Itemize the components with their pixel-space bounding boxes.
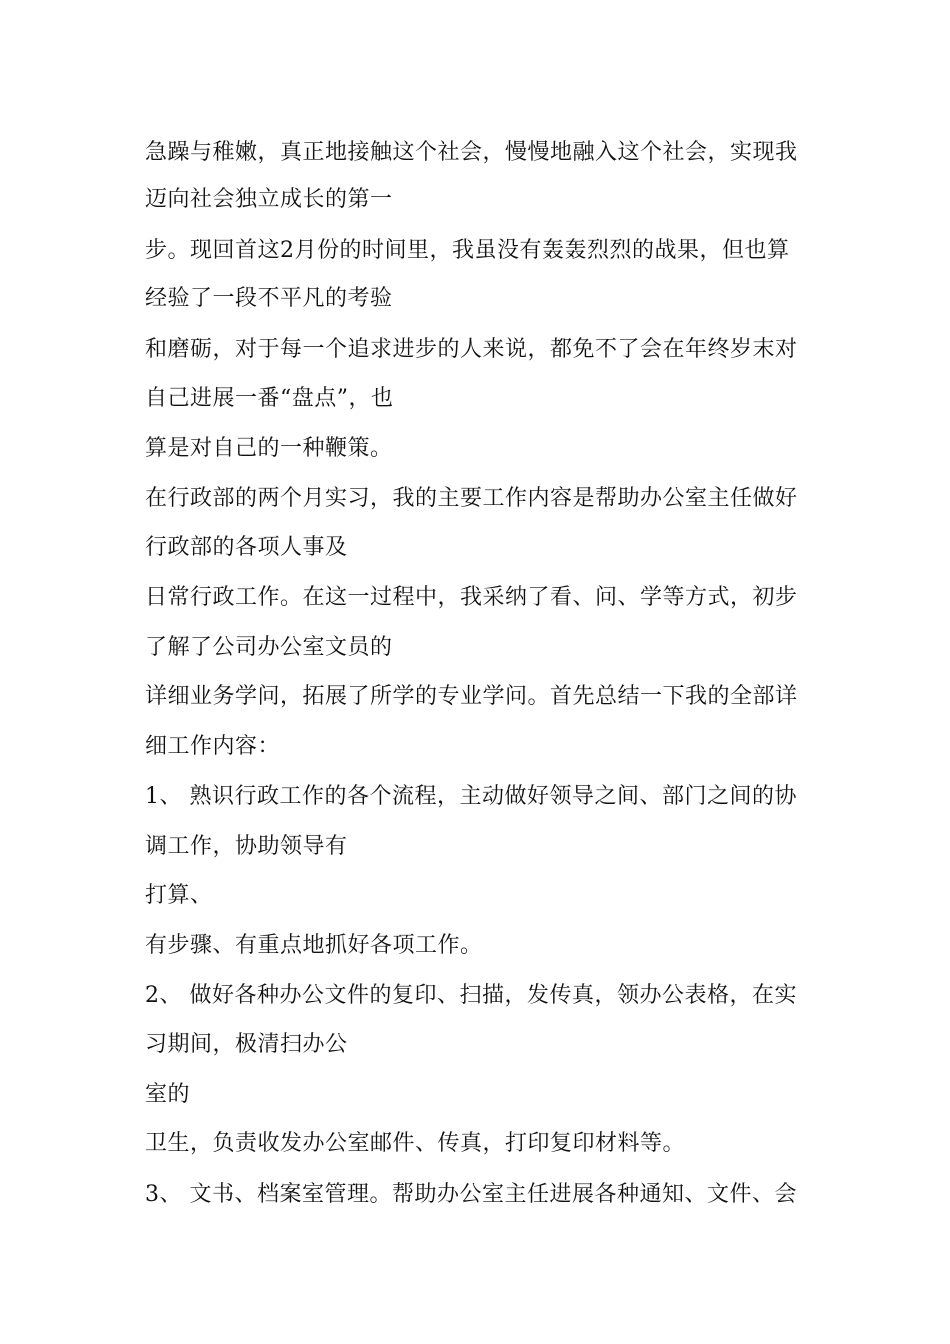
text-line: 了解了公司办公室文员的 — [145, 635, 393, 660]
text-line: 细工作内容： — [145, 734, 281, 759]
text-line: 迈向社会独立成长的第一 — [145, 187, 393, 212]
text-line: 室的 — [145, 1082, 191, 1107]
text-line: 详细业务学问，拓展了所学的专业学问。首先总结一下我的全部详 — [145, 684, 798, 709]
text-line: 打算、 — [145, 883, 213, 908]
text-line: 习期间，极清扫办公 — [145, 1032, 348, 1057]
text-line: 日常行政工作。在这一过程中，我采纳了看、问、学等方式，初步 — [145, 585, 798, 610]
text-line: 行政部的各项人事及 — [145, 535, 348, 560]
text-line: 步。现回首这2月份的时间里，我虽没有轰轰烈烈的战果，但也算 — [145, 238, 790, 263]
text-line: 卫生，负责收发办公室邮件、传真，打印复印材料等。 — [145, 1131, 686, 1156]
text-line: 3、 文书、档案室管理。帮助办公室主任进展各种通知、文件、会 — [145, 1182, 797, 1207]
text-line: 和磨砺，对于每一个追求进步的人来说，都免不了会在年终岁末对 — [145, 337, 798, 362]
text-line: 2、 做好各种办公文件的复印、扫描，发传真，领办公表格，在实 — [145, 983, 797, 1008]
text-line: 自己进展一番“盘点”，也 — [145, 386, 394, 411]
text-line: 经验了一段不平凡的考验 — [145, 286, 393, 311]
text-line: 1、 熟识行政工作的各个流程，主动做好领导之间、部门之间的协 — [145, 784, 797, 809]
text-line: 算是对自己的一种鞭策。 — [145, 436, 393, 461]
text-line: 调工作，协助领导有 — [145, 834, 348, 859]
text-line: 急躁与稚嫩，真正地接触这个社会，慢慢地融入这个社会，实现我 — [145, 140, 798, 165]
text-line: 在行政部的两个月实习，我的主要工作内容是帮助办公室主任做好 — [145, 486, 798, 511]
text-line: 有步骤、有重点地抓好各项工作。 — [145, 933, 483, 958]
